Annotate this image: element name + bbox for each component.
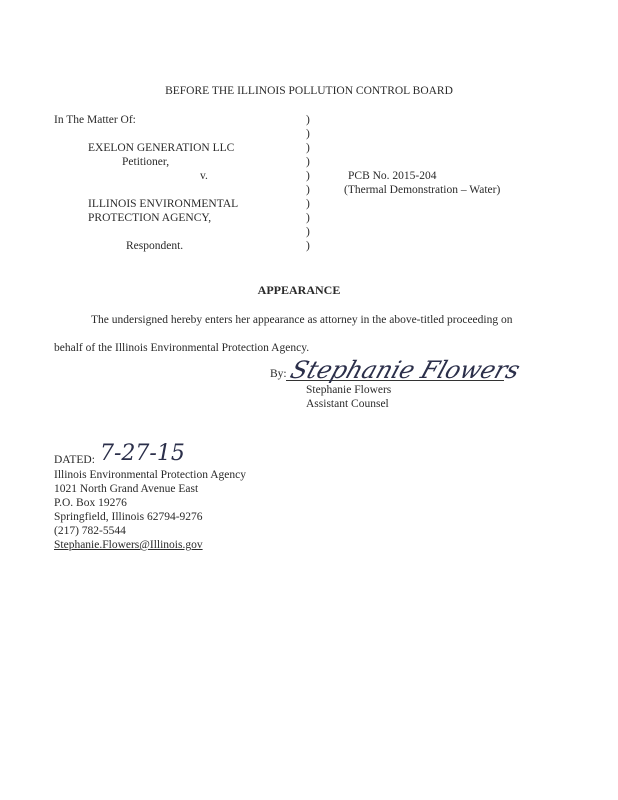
petitioner-name: EXELON GENERATION LLC (88, 142, 235, 154)
caption-paren: ) (306, 114, 310, 126)
appearance-paragraph-line2: behalf of the Illinois Environmental Protection Agency. (54, 342, 310, 354)
phone-number: (217) 782-5544 (54, 525, 126, 537)
caption-paren: ) (306, 142, 310, 154)
svg-text:Stephanie Flowers: Stephanie Flowers (287, 355, 524, 384)
dated-value: 7-27-15 (100, 441, 185, 466)
caption-paren: ) (306, 212, 310, 224)
versus: v. (200, 170, 208, 182)
agency-name: Illinois Environmental Protection Agency (54, 469, 246, 481)
board-title: BEFORE THE ILLINOIS POLLUTION CONTROL BOARD (165, 85, 453, 97)
dated-label: DATED: (54, 454, 95, 466)
email-link[interactable]: Stephanie.Flowers@Illinois.gov (54, 539, 203, 551)
by-label: By: (270, 368, 287, 380)
caption-paren: ) (306, 240, 310, 252)
po-box: P.O. Box 19276 (54, 497, 127, 509)
caption-paren: ) (306, 170, 310, 182)
city-state-zip: Springfield, Illinois 62794-9276 (54, 511, 203, 523)
respondent-role: Respondent. (126, 240, 184, 252)
caption-paren: ) (306, 128, 310, 140)
respondent-name-line1: ILLINOIS ENVIRONMENTAL (88, 198, 239, 210)
appearance-heading: APPEARANCE (257, 283, 341, 297)
caption-paren: ) (306, 226, 310, 238)
in-the-matter-of: In The Matter Of: (54, 114, 136, 126)
street-address: 1021 North Grand Avenue East (54, 483, 199, 495)
case-type: (Thermal Demonstration – Water) (344, 184, 501, 196)
caption-paren: ) (306, 198, 310, 210)
case-number: PCB No. 2015-204 (348, 170, 437, 182)
signer-name: Stephanie Flowers (306, 384, 392, 396)
respondent-name-line2: PROTECTION AGENCY, (88, 212, 212, 224)
caption-paren: ) (306, 184, 310, 196)
signer-title: Assistant Counsel (306, 398, 389, 410)
caption-paren: ) (306, 156, 310, 168)
appearance-paragraph-line1: The undersigned hereby enters her appearance as attorney in the above-titled proceeding on (91, 314, 513, 326)
petitioner-role: Petitioner, (122, 156, 170, 168)
